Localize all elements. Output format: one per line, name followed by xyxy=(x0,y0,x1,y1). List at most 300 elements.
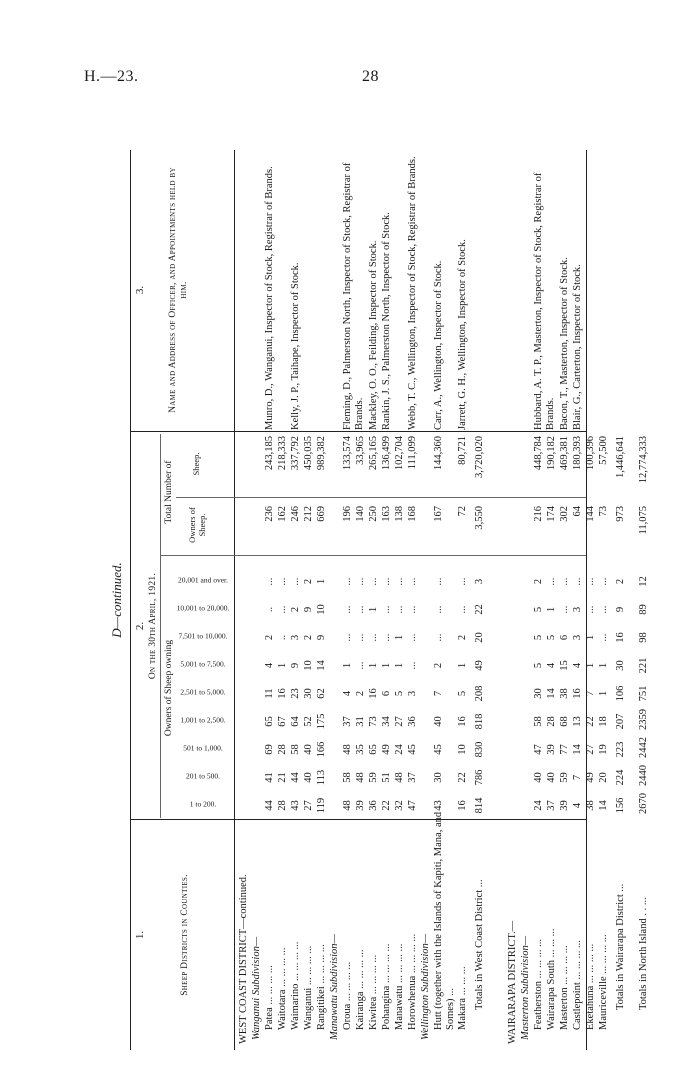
total-sheep-cell: 190,182 xyxy=(546,436,557,471)
total-sheep-cell: 218,333 xyxy=(277,436,288,471)
total-owners-cell: 236 xyxy=(264,506,275,522)
owners-count-cell: 27 xyxy=(394,716,405,727)
owners-count-cell: 9 xyxy=(615,606,626,613)
table-row xyxy=(303,150,316,1050)
owners-count-cell: ... xyxy=(585,577,596,586)
table-row xyxy=(394,150,407,1050)
owners-count-cell: 65 xyxy=(264,716,275,727)
owners-count-cell: ... xyxy=(572,577,583,586)
total-owners-cell: 669 xyxy=(316,506,327,522)
owners-count-cell: ... xyxy=(355,605,366,614)
owners-count-cell: 24 xyxy=(394,744,405,755)
owners-count-cell: 39 xyxy=(559,800,570,811)
owners-count-cell: 7 xyxy=(585,690,596,697)
row-label: Waitotara ... ... ... ... xyxy=(277,947,288,1030)
owners-count-cell: ... xyxy=(368,633,379,642)
total-owners-cell: 216 xyxy=(533,506,544,522)
total-owners-cell: 250 xyxy=(368,506,379,522)
subdivision-heading xyxy=(251,150,264,1050)
sheep-col-header: Sheep. xyxy=(191,452,201,476)
owners-count-cell: 119 xyxy=(316,797,327,814)
owners-count-cell: 1 xyxy=(368,606,379,613)
owners-count-cell: 2440 xyxy=(638,765,649,786)
bucket-header: 501 to 1,000. xyxy=(183,744,223,754)
owners-count-cell: 1 xyxy=(598,690,609,697)
bucket-header: 20,001 and over. xyxy=(178,576,228,586)
total-owners-cell: 174 xyxy=(546,506,557,522)
owners-count-cell: 1 xyxy=(394,634,405,641)
row-label: Oroua ... ... ... ... xyxy=(342,961,353,1030)
owners-count-cell: 14 xyxy=(598,800,609,811)
col-number-3: 3. xyxy=(134,285,146,295)
owners-count-cell: 12 xyxy=(638,576,649,587)
owners-count-cell: 58 xyxy=(342,772,353,783)
row-label: Manawatu Subdivision— xyxy=(329,934,340,1040)
rotated-table xyxy=(109,150,649,1050)
table-row xyxy=(290,150,303,1050)
owners-count-cell: 30 xyxy=(533,688,544,699)
owners-count-cell: 2 xyxy=(615,578,626,585)
bucket-header: 5,001 to 7,500. xyxy=(180,660,226,670)
total-owners-cell: 168 xyxy=(407,506,418,522)
owners-count-cell: 77 xyxy=(559,744,570,755)
owners-count-cell: 40 xyxy=(303,772,314,783)
owners-count-cell: ... xyxy=(381,577,392,586)
owners-count-cell: 20 xyxy=(598,772,609,783)
total-sheep-cell: 57,500 xyxy=(598,436,609,465)
owners-count-cell: 20 xyxy=(474,632,485,643)
officer-cell: Blair, G., Carterton, Inspector of Stock. xyxy=(572,264,583,430)
total-sheep-cell: 265,165 xyxy=(368,436,379,471)
table-row xyxy=(407,150,420,1050)
owners-count-cell: 31 xyxy=(355,716,366,727)
owners-count-cell: 52 xyxy=(303,716,314,727)
owners-count-cell: 10 xyxy=(303,660,314,671)
owners-count-cell: 14 xyxy=(572,744,583,755)
table-row xyxy=(598,150,611,1050)
row-label: Hutt (together with the Islands of Kapiti, Mana, and Somes) ... xyxy=(433,811,457,1030)
owners-count-cell: 48 xyxy=(355,772,366,783)
row-label: Castlepoint ... ... ... ... xyxy=(572,940,583,1030)
owners-count-cell: 221 xyxy=(638,657,649,674)
row-label: Masterton ... ... ... ... xyxy=(559,945,570,1030)
table-row xyxy=(368,150,381,1050)
owners-count-cell: 786 xyxy=(474,769,485,786)
total-sheep-cell: 144,360 xyxy=(433,436,444,471)
owners-count-cell: 28 xyxy=(277,744,288,755)
owners-count-cell: 2359 xyxy=(638,709,649,730)
owners-count-cell: 14 xyxy=(546,688,557,699)
owners-count-cell: 43 xyxy=(290,800,301,811)
owners-count-cell: 1 xyxy=(368,662,379,669)
bucket-header: 2,501 to 5,000. xyxy=(180,688,226,698)
owners-count-cell: 36 xyxy=(407,716,418,727)
col-number-2: 2. xyxy=(134,621,146,631)
owners-count-cell: 30 xyxy=(433,772,444,783)
owners-count-cell: 40 xyxy=(533,772,544,783)
owners-count-cell: 3 xyxy=(290,634,301,641)
owners-count-cell: 1 xyxy=(277,662,288,669)
owners-count-cell: 59 xyxy=(368,772,379,783)
owners-count-cell: 2 xyxy=(264,634,275,641)
owners-count-cell: 89 xyxy=(638,604,649,615)
owners-count-cell: 2442 xyxy=(638,737,649,758)
total-owners-cell: 162 xyxy=(277,506,288,522)
table-row xyxy=(559,150,572,1050)
owners-count-cell: 9 xyxy=(316,634,327,641)
officer-cell: Mackley, O. O., Feilding, Inspector of Stock. xyxy=(368,240,379,430)
owners-count-cell: 51 xyxy=(381,772,392,783)
owners-count-cell: 23 xyxy=(290,688,301,699)
officer-cell: Bacon, T., Masterton, Inspector of Stock. xyxy=(559,257,570,430)
owners-count-cell: 47 xyxy=(407,800,418,811)
owners-count-cell: 64 xyxy=(290,716,301,727)
total-sheep-cell: 80,721 xyxy=(457,436,468,465)
row-label: WEST COAST DISTRICT—continued. xyxy=(238,874,249,1044)
total-sheep-cell: 180,393 xyxy=(572,436,583,471)
subdivision-heading xyxy=(329,150,342,1050)
owners-count-cell: 830 xyxy=(474,741,485,758)
owners-count-cell: 38 xyxy=(559,688,570,699)
row-label: Kairanga ... ... ... ... xyxy=(355,949,366,1030)
owners-count-cell: 39 xyxy=(355,800,366,811)
owners-count-cell: .. xyxy=(264,606,275,613)
subdivision-heading xyxy=(420,150,433,1050)
total-row xyxy=(638,150,651,1050)
owners-count-cell: ... xyxy=(381,633,392,642)
owners-count-cell: ... xyxy=(355,577,366,586)
owners-count-cell: 37 xyxy=(546,800,557,811)
owners-count-cell: 6 xyxy=(381,690,392,697)
owners-count-cell: 16 xyxy=(572,688,583,699)
officer-cell: Carr, A., Wellington, Inspector of Stock. xyxy=(433,260,444,430)
owners-count-cell: 30 xyxy=(303,688,314,699)
owners-count-cell: 2 xyxy=(303,634,314,641)
owners-count-cell: 9 xyxy=(303,606,314,613)
owners-count-cell: 4 xyxy=(342,690,353,697)
owners-count-cell: 16 xyxy=(615,632,626,643)
row-label: Waimarino ... ... ... ... xyxy=(290,941,301,1030)
owners-count-cell: 4 xyxy=(572,802,583,809)
owners-count-cell: 814 xyxy=(474,797,485,814)
total-owners-cell: 246 xyxy=(290,506,301,522)
owners-count-cell: 16 xyxy=(457,800,468,811)
owners-count-cell: 818 xyxy=(474,713,485,730)
officer-cell: Jarrett, G. H., Wellington, Inspector of Stock. xyxy=(457,239,468,430)
owners-count-cell: 5 xyxy=(533,606,544,613)
owners-count-cell: 58 xyxy=(290,744,301,755)
row-label: Pohangina ... ... ... ... xyxy=(381,943,392,1030)
total-sheep-cell: 133,574 xyxy=(342,436,353,471)
owners-count-cell: 4 xyxy=(546,662,557,669)
owners-count-cell: 22 xyxy=(381,800,392,811)
owners-count-cell: 156 xyxy=(615,797,626,814)
bucket-header: 10,001 to 20,000. xyxy=(176,604,230,614)
total-owners-cell: 973 xyxy=(615,506,626,522)
owners-count-cell: 106 xyxy=(615,685,626,702)
total-owners-cell: 140 xyxy=(355,506,366,522)
owners-count-cell: 10 xyxy=(316,604,327,615)
owners-count-cell: 5 xyxy=(394,690,405,697)
row-label: Wairarapa South ... ... ... xyxy=(546,928,557,1030)
officer-cell: Hubbard, A. T. P., Masterton, Inspector of Stock, Registrar of Brands. xyxy=(533,172,557,430)
owners-count-cell: ... xyxy=(407,577,418,586)
total-sheep-cell: 469,381 xyxy=(559,436,570,471)
district-heading xyxy=(507,150,520,1050)
total-owners-cell: 212 xyxy=(303,506,314,522)
subdivision-heading xyxy=(520,150,533,1050)
table-row xyxy=(457,150,470,1050)
row-label: Mauriceville ... ... ... ... xyxy=(598,934,609,1030)
row-label: Masterton Subdivision— xyxy=(520,935,531,1040)
owners-count-cell: ... xyxy=(598,633,609,642)
row-label: Rangitikei ... ... ... ... xyxy=(316,944,327,1030)
table-row xyxy=(277,150,290,1050)
owners-count-cell: 27 xyxy=(303,800,314,811)
total-sheep-cell: 136,499 xyxy=(381,436,392,471)
owners-count-cell: 5 xyxy=(457,690,468,697)
owners-count-cell: 45 xyxy=(407,744,418,755)
total-sheep-cell: 448,784 xyxy=(533,436,544,471)
owners-count-cell: 1 xyxy=(585,634,596,641)
owners-count-cell: 208 xyxy=(474,685,485,702)
owners-count-cell: 3 xyxy=(474,578,485,585)
owners-count-cell: 5 xyxy=(533,662,544,669)
owners-count-cell: 40 xyxy=(546,772,557,783)
owners-count-cell: 22 xyxy=(474,604,485,615)
owners-count-cell: 48 xyxy=(342,800,353,811)
owners-count-cell: 62 xyxy=(316,688,327,699)
owners-count-cell: ... xyxy=(290,577,301,586)
owners-count-cell: 14 xyxy=(316,660,327,671)
owners-count-cell: 113 xyxy=(316,769,327,786)
col3-header: Name and Address of Officer, and Appointments held by him. xyxy=(168,167,189,413)
owners-count-cell: ... xyxy=(355,633,366,642)
row-label: Kiwitea ... ... ... ... xyxy=(368,954,379,1030)
owners-count-cell: ... xyxy=(559,577,570,586)
owners-count-cell: 22 xyxy=(585,716,596,727)
owners-count-cell: 36 xyxy=(368,800,379,811)
table-row xyxy=(433,150,457,1050)
owners-count-cell: ... xyxy=(394,605,405,614)
owners-count-cell: 175 xyxy=(316,713,327,730)
owners-count-cell: 37 xyxy=(342,716,353,727)
page-number: 28 xyxy=(362,68,379,85)
owners-count-cell: 65 xyxy=(368,744,379,755)
owners-count-cell: 98 xyxy=(638,632,649,643)
owners-count-cell: 59 xyxy=(559,772,570,783)
row-label: Wanganui Subdivision— xyxy=(251,936,262,1040)
total-owners-cell: 3,550 xyxy=(474,506,485,530)
total-sheep-cell: 102,704 xyxy=(394,436,405,471)
owners-count-cell: 22 xyxy=(457,772,468,783)
total-sheep-cell: 12,774,333 xyxy=(638,436,649,484)
owners-count-cell: .. xyxy=(277,634,288,641)
owners-count-cell: ... xyxy=(407,605,418,614)
total-owners-cell: 73 xyxy=(598,506,609,517)
owners-count-cell: 10 xyxy=(457,744,468,755)
district-heading xyxy=(238,150,251,1050)
owners-count-cell: 40 xyxy=(303,744,314,755)
owners-count-cell: 49 xyxy=(381,744,392,755)
owners-count-cell: ... xyxy=(342,605,353,614)
owners-count-cell: 40 xyxy=(433,716,444,727)
owners-count-cell: 38 xyxy=(585,800,596,811)
owners-count-cell: 5 xyxy=(546,634,557,641)
table-row xyxy=(264,150,277,1050)
owners-count-cell: ... xyxy=(559,605,570,614)
owners-count-cell: 3 xyxy=(407,690,418,697)
owners-count-cell: 11 xyxy=(264,688,275,699)
total-header: Total Number of xyxy=(164,460,174,524)
owners-count-cell: ... xyxy=(433,633,444,642)
owners-count-cell: 68 xyxy=(559,716,570,727)
owners-count-cell: ... xyxy=(277,577,288,586)
owners-count-cell: 4 xyxy=(572,662,583,669)
owners-count-cell: 3 xyxy=(572,634,583,641)
owners-count-cell: 32 xyxy=(394,800,405,811)
owners-count-cell: 19 xyxy=(598,744,609,755)
row-label: Manawatu ... ... ... ... xyxy=(394,943,405,1030)
officer-cell: Kelly, J. P., Taihape, Inspector of Stock. xyxy=(290,262,301,430)
owners-count-cell: ... xyxy=(368,577,379,586)
total-owners-cell: 138 xyxy=(394,506,405,522)
header-bottom-rule xyxy=(234,150,235,1050)
total-owners-cell: 11,075 xyxy=(638,506,649,535)
owners-count-cell: 45 xyxy=(433,744,444,755)
bucket-header: 1,001 to 2,500. xyxy=(180,716,226,726)
owners-count-cell: 69 xyxy=(264,744,275,755)
total-sheep-cell: 337,792 xyxy=(290,436,301,471)
total-sheep-cell: 111,099 xyxy=(407,436,418,470)
page-reference: H.—23. xyxy=(84,68,139,85)
owners-count-cell: 3 xyxy=(572,606,583,613)
owners-count-cell: ... xyxy=(585,605,596,614)
owners-count-cell: 2670 xyxy=(638,793,649,814)
owners-count-cell: 48 xyxy=(342,744,353,755)
owners-count-cell: 34 xyxy=(381,716,392,727)
row-label: Horowhenua ... ... ... ... xyxy=(407,933,418,1030)
owners-count-cell: 37 xyxy=(407,772,418,783)
owners-count-cell: 1 xyxy=(598,662,609,669)
owners-count-cell: 44 xyxy=(290,772,301,783)
owners-count-cell: 24 xyxy=(533,800,544,811)
owners-count-cell: 2 xyxy=(457,634,468,641)
total-sheep-cell: 3,720,020 xyxy=(474,436,485,478)
officer-cell: Rankin, J. S., Palmerston North, Inspector of Stock. xyxy=(381,212,392,430)
owners-header: Owners of Sheep owning xyxy=(164,639,174,737)
owners-count-cell: 4 xyxy=(264,662,275,669)
owners-count-cell: ... xyxy=(457,577,468,586)
owners-count-cell: 47 xyxy=(533,744,544,755)
owners-count-cell: 166 xyxy=(316,741,327,758)
bucket-header: 1 to 200. xyxy=(189,800,217,810)
owners-count-cell: 67 xyxy=(277,716,288,727)
row-label: Totals in Wairarapa District ... xyxy=(615,883,626,1010)
table-row xyxy=(381,150,394,1050)
owners-count-cell: ... xyxy=(394,577,405,586)
owners-count-cell: 1 xyxy=(342,662,353,669)
owners-count-cell: ... xyxy=(342,577,353,586)
total-owners-cell: 196 xyxy=(342,506,353,522)
owners-count-cell: 28 xyxy=(277,800,288,811)
owners-count-cell: ... xyxy=(546,577,557,586)
owners-count-cell: 1 xyxy=(457,662,468,669)
owners-count-cell: 1 xyxy=(585,662,596,669)
owners-count-cell: ... xyxy=(277,605,288,614)
owners-count-cell: 2 xyxy=(355,690,366,697)
owners-count-cell: 28 xyxy=(546,716,557,727)
owners-count-cell: 16 xyxy=(457,716,468,727)
owners-count-cell: 16 xyxy=(368,688,379,699)
row-label: Makara ... ... ... xyxy=(457,966,468,1030)
owners-count-cell: 6 xyxy=(559,634,570,641)
owners-count-cell: 224 xyxy=(615,769,626,786)
total-sheep-cell: 450,035 xyxy=(303,436,314,471)
owners-count-cell: 223 xyxy=(615,741,626,758)
owners-count-cell: 49 xyxy=(474,660,485,671)
total-owners-cell: 163 xyxy=(381,506,392,522)
owners-count-cell: ... xyxy=(433,605,444,614)
officer-cell: Webb, T. C., Wellington, Inspector of Stock, Registrar of Brands. xyxy=(407,156,418,430)
owners-col-header: Owners of Sheep. xyxy=(187,507,207,543)
owners-count-cell: 2 xyxy=(290,606,301,613)
owners-count-cell: 21 xyxy=(277,772,288,783)
owners-count-cell: 18 xyxy=(598,716,609,727)
row-label: Patea ... ... ... ... xyxy=(264,965,275,1030)
owners-count-cell: 7 xyxy=(572,774,583,781)
row-label: Eketahuna ... ... ... ... xyxy=(585,943,596,1030)
total-sheep-cell: 33,965 xyxy=(355,436,366,465)
owners-count-cell: 1 xyxy=(381,662,392,669)
owners-count-cell: 9 xyxy=(290,662,301,669)
total-owners-cell: 64 xyxy=(572,506,583,517)
owners-count-cell: 49 xyxy=(585,772,596,783)
col-number-1: 1. xyxy=(134,930,146,940)
owners-count-cell: ... xyxy=(381,605,392,614)
owners-count-cell: ... xyxy=(264,577,275,586)
owners-count-cell: ... xyxy=(433,577,444,586)
owners-count-cell: 43 xyxy=(433,800,444,811)
owners-count-cell: 1 xyxy=(546,606,557,613)
row-label: Featherston ... ... ... ... xyxy=(533,939,544,1030)
owners-count-cell: 15 xyxy=(559,660,570,671)
owners-count-cell: 2 xyxy=(533,578,544,585)
owners-count-cell: 751 xyxy=(638,685,649,702)
owners-count-cell: 73 xyxy=(368,716,379,727)
owners-count-cell: ... xyxy=(457,605,468,614)
owners-count-cell: ... xyxy=(598,605,609,614)
row-label: WAIRARAPA DISTRICT.— xyxy=(507,920,518,1044)
owners-count-cell: 207 xyxy=(615,713,626,730)
total-sheep-cell: 100,396 xyxy=(585,436,596,471)
officer-cell: Munro, D., Wanganui, Inspector of Stock, Registrar of Brands. xyxy=(264,166,275,430)
owners-count-cell: 41 xyxy=(264,772,275,783)
owners-count-cell: 39 xyxy=(546,744,557,755)
total-owners-cell: 302 xyxy=(559,506,570,522)
owners-count-cell: 13 xyxy=(572,716,583,727)
table-row xyxy=(585,150,598,1050)
total-sheep-cell: 989,382 xyxy=(316,436,327,471)
owners-count-cell: 27 xyxy=(585,744,596,755)
owners-count-cell: 48 xyxy=(394,772,405,783)
table-row xyxy=(546,150,559,1050)
total-owners-cell: 167 xyxy=(433,506,444,522)
owners-count-cell: ... xyxy=(407,633,418,642)
owners-count-cell: 5 xyxy=(533,634,544,641)
total-owners-cell: 144 xyxy=(585,506,596,522)
row-label: Totals in North Island . . ... xyxy=(638,897,649,1010)
